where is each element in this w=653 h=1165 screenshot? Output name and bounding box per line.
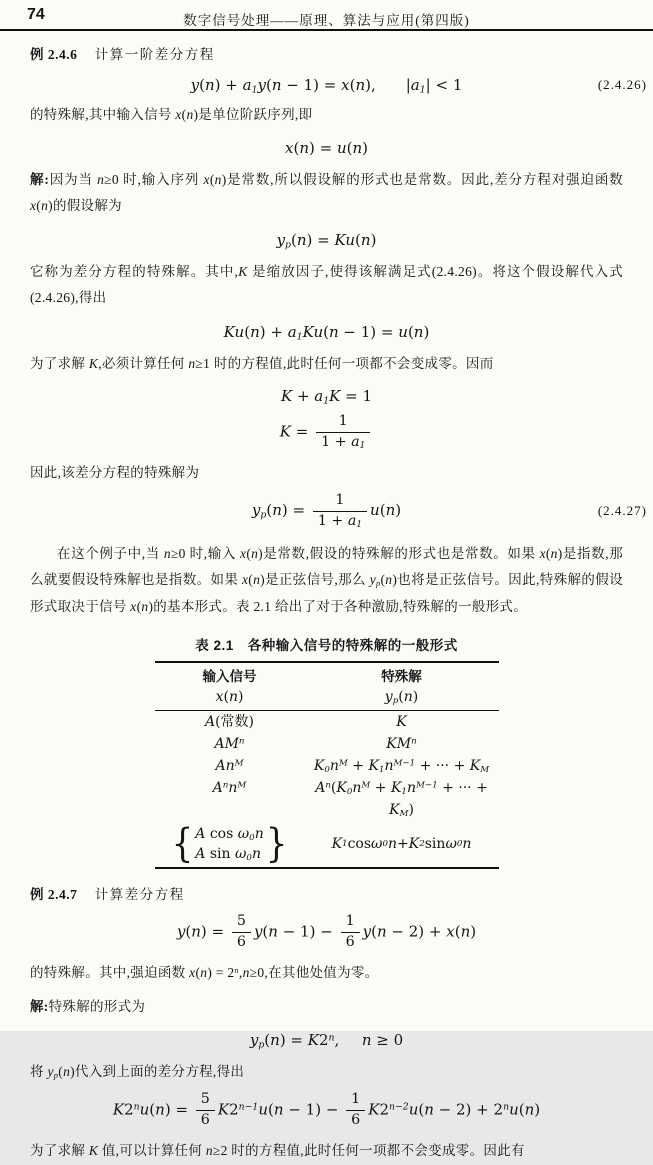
paragraph-solution-2	[0, 994, 653, 1021]
solution-label: 解:	[30, 999, 49, 1015]
table-col1-subheader: x(n)	[215, 689, 244, 706]
table-cell-input: $AM^n$	[214, 736, 245, 753]
table-col2-subheader: $y_p(n)$	[384, 689, 419, 707]
table-row	[155, 755, 499, 777]
example-title: 计算一阶差分方程	[94, 47, 215, 62]
table-row	[155, 711, 499, 733]
equation-2-4-26	[0, 74, 653, 96]
equation-body: $y(n) + a_1y(n - 1) = x(n)$, $|a_1| < 1$	[190, 76, 463, 96]
equation-body: $y_p(n)$ = $\frac{1}{1 + a_1}$ u(n)	[251, 492, 402, 531]
right-brace: }	[265, 821, 288, 868]
table-cell-input	[155, 821, 305, 867]
table-subheader-row	[155, 687, 499, 711]
paragraph-therefore: 因此,该差分方程的特殊解为	[30, 464, 200, 480]
table-title: 表 2.1 各种输入信号的特殊解的一般形式	[195, 638, 458, 654]
page-header	[0, 0, 653, 31]
equation-substituted: $Ku(n) + a_1Ku(n - 1) = u(n)$	[223, 322, 430, 342]
table-row	[155, 733, 499, 755]
table-2-1	[155, 661, 499, 869]
solution-text: 因为当 n≥0 时,输入序列 x(n)是常数,所以假设解的形式也是常数。因此,差分方程对强迫函数 x(n)的假设解为	[30, 171, 623, 213]
table-cell-solution: K	[396, 714, 407, 731]
paragraph-solve-k: 为了求解 K,必须计算任何 n≥1 时的方程值,此时任何一项都不会变成零。因而	[30, 355, 494, 371]
paragraph-discussion: 在这个例子中,当 n≥0 时,输入 x(n)是常数,假设的特殊解的形式也是常数。如果 x(n)是指数,那么就要假设特殊解也是指数。如果 x(n)是正弦信号,那么 $y_p(n)$也将是正弦信号。因此,特殊解的假设形式取决于信号 x(n)的基本形式。表 2.1 给出了对于各种激励,特殊解的一般形式。	[30, 545, 624, 614]
table-cell-solution: $KM^n$	[386, 736, 417, 753]
paragraph-solution-1	[0, 167, 653, 220]
equation-substituted-k2n: $K2^nu(n)$ = $\frac{5}{6}$ $K2^{n-1}u(n - 1)$ − $\frac{1}{6}$ $K2^{n-2}u(n - 2) + 2^nu(n)$	[112, 1091, 541, 1129]
equation-number-2-4-26: (2.4.26)	[597, 77, 647, 92]
table-cell-solution: $A^n(K_0n^M + K_1n^{M-1}$ + ··· + $K_M$)	[315, 780, 488, 820]
equation-difference: y(n) = $\frac{5}{6}$ y(n − 1) − $\frac{1}{6}$ y(n − 2) + x(n)	[176, 913, 477, 951]
example-title: 计算差分方程	[94, 887, 185, 903]
example-label: 例 2.4.6	[30, 47, 78, 62]
page-number: 74	[27, 6, 45, 23]
table-cell-solution: K 1 cos ω 0 n + K 2 sin ω 0 n	[331, 836, 472, 853]
table-cell-input: A(常数)	[204, 714, 255, 731]
equation-k-value: K = $\frac{1}{1 + a_1}$	[0, 413, 653, 452]
table-cell-input: $An^M$	[215, 758, 244, 775]
equation-number-2-4-27: (2.4.27)	[597, 503, 647, 519]
input-line-sin: A $\sin \omega_0n$	[195, 846, 261, 864]
equation-2-4-27	[0, 492, 653, 531]
input-line-cos: A $\cos \omega_0n$	[195, 826, 264, 844]
left-brace: {	[171, 821, 194, 868]
paragraph-input-signal: 的特殊解,其中输入信号 x(n)是单位阶跃序列,即	[30, 107, 313, 122]
table-header-row	[155, 663, 499, 687]
equation-assumed-k2n: $y_p(n) = K2^n$, n ≥ 0	[249, 1030, 404, 1051]
equation-assumed-solution: $y_p(n) = Ku(n)$	[276, 230, 377, 250]
table-col2-header: 特殊解	[381, 669, 422, 685]
paragraph-substitute: 将 $y_p(n)$代入到上面的差分方程,得出	[30, 1063, 245, 1080]
equation-k-sum: $K + a_1K = 1$	[280, 387, 373, 407]
book-title: 数字信号处理——原理、算法与应用(第四版)	[183, 13, 470, 28]
paragraph-solve-k-2: 为了求解 K 值,可以计算任何 n≥2 时的方程值,此时任何一项都不会变成零。因此有	[30, 1143, 525, 1158]
example-2-4-6-heading	[0, 45, 653, 65]
table-row	[155, 821, 499, 867]
example-2-4-7-heading	[0, 885, 653, 905]
example-label: 例 2.4.7	[30, 887, 78, 903]
table-row	[155, 777, 499, 821]
paragraph-forcing-function: 的特殊解。其中,强迫函数 $x(n) = 2^n,n\ge 0$,在其他处值为零。	[30, 964, 379, 980]
solution-text: 特殊解的形式为	[48, 999, 146, 1015]
table-col1-header: 输入信号	[202, 669, 257, 685]
paragraph-scale-factor: 它称为差分方程的特殊解。其中,K 是缩放因子,使得该解满足式(2.4.26)。将这个假设解代入式(2.4.26),得出	[30, 263, 624, 305]
table-cell-input: $A^nn^M$	[212, 780, 247, 797]
input-signal-stack	[195, 824, 263, 864]
table-cell-solution: $K_0n^M + K_1n^{M-1}$ + ··· + $K_M$	[313, 758, 490, 776]
solution-label: 解:	[30, 171, 50, 187]
equation-input-step: x(n) = u(n)	[284, 138, 369, 157]
